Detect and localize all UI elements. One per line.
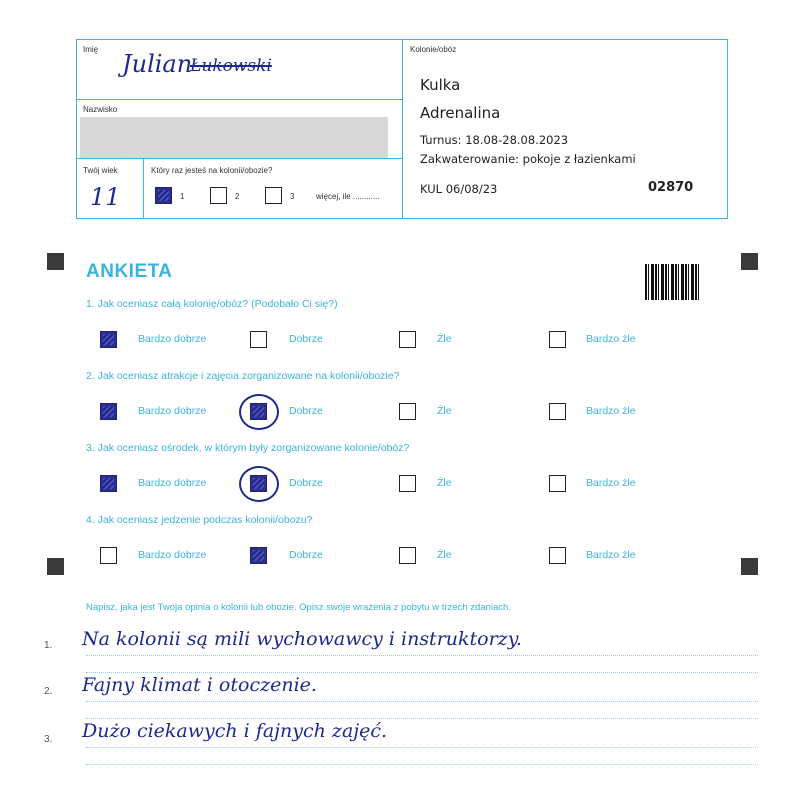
first-name-value: Julian [122,50,193,78]
divider [143,158,144,219]
question-4-option-dobrze: Dobrze [289,549,323,561]
question-4-text: 4. Jak oceniasz jedzenie podczas kolonii/obozu? [86,514,313,526]
camp-name-line1: Kulka [420,76,461,94]
question-1-option-bardzo-dobrze: Bardzo dobrze [138,333,207,345]
question-2-checkbox-bardzo-zle[interactable] [549,403,566,420]
age-label: Twój wiek [83,166,118,175]
redacted-last-name [80,117,388,158]
opinion-prompt: Napisz, jaka jest Twoja opinia o kolonii lub obozie. Opisz swoje wrażenia z pobytu w trzech zdaniach. [86,602,511,613]
question-2-checkbox-zle[interactable] [399,403,416,420]
registration-marker-bottom-right [741,558,758,575]
question-3-circle-mark [239,466,279,502]
question-2-circle-mark [239,394,279,430]
question-4-option-zle: Źle [437,549,452,561]
question-3-text: 3. Jak oceniasz ośrodek, w którym były zorganizowane kolonie/obóz? [86,442,410,454]
question-2-checkbox-bardzo-dobrze[interactable] [100,403,117,420]
question-2-option-dobrze: Dobrze [289,405,323,417]
question-4-checkbox-bardzo-dobrze[interactable] [100,547,117,564]
visit-count-option-3: 3 [290,192,295,201]
answer-line-1: Na kolonii są mili wychowawcy i instruktorzy. [82,628,522,650]
question-2-option-bardzo-zle: Bardzo źle [586,405,636,417]
answer-rule-1 [86,655,758,656]
question-1-option-dobrze: Dobrze [289,333,323,345]
registration-marker-top-right [741,253,758,270]
visit-count-more: więcej, ile ............ [316,192,380,201]
camp-name-line2: Adrenalina [420,104,501,122]
struck-surname: Łukowski [190,56,272,76]
question-3-option-dobrze: Dobrze [289,477,323,489]
question-3-checkbox-zle[interactable] [399,475,416,492]
visit-count-option-2: 2 [235,192,240,201]
question-1-checkbox-bardzo-zle[interactable] [549,331,566,348]
visit-count-checkbox-2[interactable] [210,187,227,204]
first-name-label: Imię [83,45,99,54]
question-1-checkbox-dobrze[interactable] [250,331,267,348]
line-number-2: 2. [44,686,53,697]
divider [76,99,402,100]
answer-rule-1b [86,672,758,673]
barcode [645,264,701,300]
camp-turnus: Turnus: 18.08-28.08.2023 [420,133,569,147]
answer-rule-3b [86,764,758,765]
camp-label: Kolonie/obóz [410,45,457,54]
question-1-option-zle: Źle [437,333,452,345]
question-1-text: 1. Jak oceniasz całą kolonię/obóz? (Podobało Ci się?) [86,298,338,310]
camp-code: KUL 06/08/23 [420,182,498,196]
registration-marker-top-left [47,253,64,270]
answer-rule-3 [86,747,758,748]
question-3-option-bardzo-dobrze: Bardzo dobrze [138,477,207,489]
age-value: 11 [90,183,121,211]
divider [402,39,403,219]
visit-count-option-1: 1 [180,192,185,201]
answer-line-2: Fajny klimat i otoczenie. [82,674,317,696]
camp-number: 02870 [648,180,694,195]
question-2-text: 2. Jak oceniasz atrakcje i zajęcia zorganizowane na kolonii/obozie? [86,370,400,382]
question-2-option-zle: Źle [437,405,452,417]
question-3-option-bardzo-zle: Bardzo źle [586,477,636,489]
question-3-option-zle: Źle [437,477,452,489]
visit-count-checkbox-3[interactable] [265,187,282,204]
last-name-label: Nazwisko [83,105,118,114]
registration-marker-bottom-left [47,558,64,575]
question-1-checkbox-zle[interactable] [399,331,416,348]
question-4-checkbox-bardzo-zle[interactable] [549,547,566,564]
question-4-checkbox-zle[interactable] [399,547,416,564]
line-number-1: 1. [44,640,53,651]
answer-rule-2 [86,701,758,702]
question-1-option-bardzo-zle: Bardzo źle [586,333,636,345]
divider [76,158,402,159]
visit-count-label: Który raz jesteś na kolonii/obozie? [151,166,273,175]
question-3-checkbox-bardzo-dobrze[interactable] [100,475,117,492]
question-4-option-bardzo-zle: Bardzo źle [586,549,636,561]
question-4-option-bardzo-dobrze: Bardzo dobrze [138,549,207,561]
survey-title: ANKIETA [86,261,173,282]
question-2-option-bardzo-dobrze: Bardzo dobrze [138,405,207,417]
answer-rule-2b [86,718,758,719]
question-1-checkbox-bardzo-dobrze[interactable] [100,331,117,348]
line-number-3: 3. [44,734,53,745]
answer-line-3: Dużo ciekawych i fajnych zajęć. [82,720,388,742]
question-3-checkbox-bardzo-zle[interactable] [549,475,566,492]
camp-accommodation: Zakwaterowanie: pokoje z łazienkami [420,152,636,166]
visit-count-checkbox-1[interactable] [155,187,172,204]
question-4-checkbox-dobrze[interactable] [250,547,267,564]
